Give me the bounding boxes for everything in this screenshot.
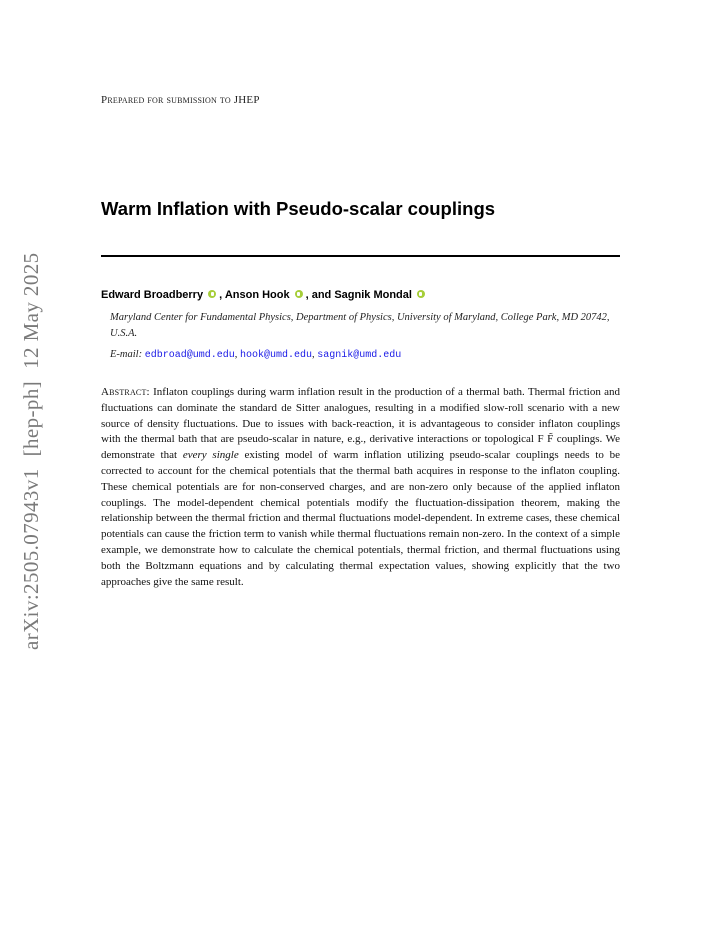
title-rule <box>101 255 620 257</box>
arxiv-date: 12 May 2025 <box>19 252 43 369</box>
paper-title: Warm Inflation with Pseudo-scalar couplings <box>101 198 496 219</box>
abstract-emphasis: every single <box>182 449 239 462</box>
email-link[interactable]: hook@umd.edu <box>239 350 312 361</box>
email-link[interactable]: edbroad@umd.edu <box>144 350 235 361</box>
email-line: E-mail: edbroad@umd.edu, hook@umd.edu, sagnik@umd.edu <box>110 349 402 361</box>
abstract-text: Inflaton couplings during warm inflation result in the production of a thermal bath. Thermal friction and fluctuations can dominate the standard de Sitter analogues, resulting in a modified slow-roll scenario with a new source of density fluctuations. Due to issues with back-reaction, it is advantageous to consider inflaton couplings with the thermal bath that are pseudo-scalar in nature, e.g., derivative interactions or topological F F̃ couplings. We demonstrate that <box>101 386 621 462</box>
author-separator: , and <box>305 289 332 301</box>
orcid-icon[interactable] <box>208 290 216 298</box>
author-name: Anson Hook <box>224 289 290 301</box>
email-label: E-mail: <box>110 349 143 360</box>
abstract <box>101 385 620 590</box>
affiliation: Maryland Center for Fundamental Physics, Department of Physics, University of Maryland, College Park, MD 20742, U.S.A. <box>110 312 610 339</box>
orcid-icon[interactable] <box>295 290 303 298</box>
author-separator: , <box>219 289 223 301</box>
abstract-heading: Abstract: <box>101 386 150 398</box>
abstract-text: existing model of warm inflation utilizing pseudo-scalar couplings needs to be corrected to account for the chemical potentials that the thermal bath acquires in response to the inflaton coupling. These chemical potentials are for non-conserved charges, and are non-zero only because of the applied inflaton couplings. The model-dependent chemical potentials modify the fluctuation-dissipation theorem, making the relationship between the thermal friction and thermal fluctuations model-dependent. In extreme cases, these chemical potentials can cause the friction term to vanish while thermal fluctuations remain non-zero. In the context of a simple example, we demonstrate how to calculate the chemical potentials, thermal friction, and thermal fluctuations using both the Boltzmann equations and by calculating thermal expectation values, showing explicitly that the two approaches give the same result. <box>101 449 620 588</box>
orcid-icon[interactable] <box>417 290 425 298</box>
arxiv-stamp <box>16 230 46 650</box>
author-name: Sagnik Mondal <box>334 289 412 301</box>
arxiv-id[interactable]: arXiv:2505.07943v1 <box>19 468 43 650</box>
arxiv-category: [hep-ph] <box>19 380 43 457</box>
author-name: Edward Broadberry <box>101 289 204 301</box>
journal-note: Prepared for submission to JHEP <box>101 94 260 106</box>
email-link[interactable]: sagnik@umd.edu <box>317 350 402 361</box>
author-list <box>101 289 428 301</box>
